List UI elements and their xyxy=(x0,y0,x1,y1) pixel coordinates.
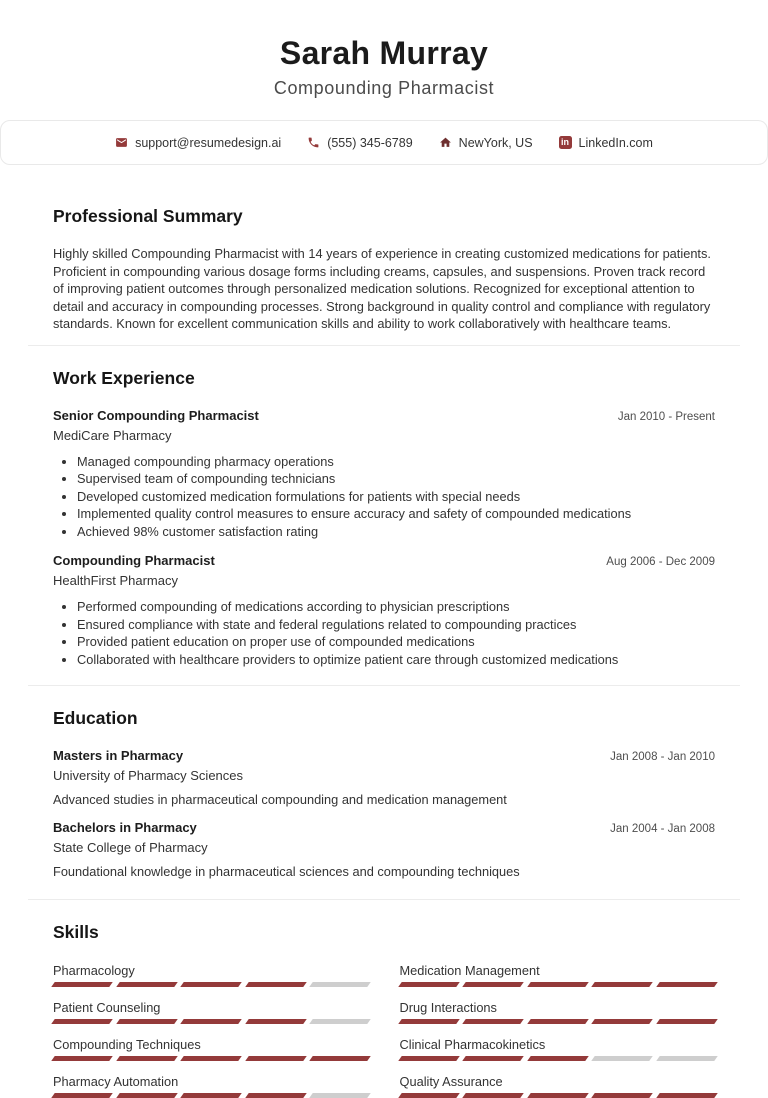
skill-level-bar xyxy=(53,1093,369,1098)
candidate-job-title: Compounding Pharmacist xyxy=(273,78,495,98)
skill-level-bar xyxy=(400,1019,716,1024)
skills-column-right xyxy=(400,963,716,1098)
skill-level-segment xyxy=(462,1056,523,1061)
section-divider xyxy=(28,899,740,900)
skill-level-segment xyxy=(398,1019,459,1024)
section-education xyxy=(0,708,768,880)
skill-level-segment xyxy=(180,1019,241,1024)
summary-text: Highly skilled Compounding Pharmacist with 14 years of experience in creating customized medications for patients. Proficient in compounding various dosage forms including creams, capsules, and suspensions. Proven track record of improving patient outcomes through personalized medication solutions. Recognized for exceptional attention to detail and accuracy in compounding processes. Strong background in quality control and compliance with regulatory standards. Known for excellent communication skills and ability to work collaboratively with healthcare teams. xyxy=(53,246,711,331)
skill-level-segment xyxy=(398,1093,459,1098)
job-position-title: Compounding Pharmacist xyxy=(53,553,215,568)
skills-grid xyxy=(53,963,715,1098)
skill-item xyxy=(400,1037,716,1061)
skill-name: Clinical Pharmacokinetics xyxy=(399,1037,546,1052)
skill-level-segment xyxy=(591,1056,652,1061)
skill-item xyxy=(53,963,369,987)
linkedin-icon: in xyxy=(559,136,572,149)
resume-header xyxy=(0,0,768,98)
education-entry xyxy=(53,820,715,880)
skill-level-segment xyxy=(51,982,112,987)
skill-level-segment xyxy=(656,982,717,987)
skill-level-segment xyxy=(245,982,306,987)
job-company: MediCare Pharmacy xyxy=(53,427,172,443)
skill-level-segment xyxy=(527,1056,588,1061)
contact-phone-text: (555) 345-6789 xyxy=(327,135,413,150)
skill-level-segment xyxy=(527,1093,588,1098)
skill-level-bar xyxy=(400,1093,716,1098)
skill-item xyxy=(53,1000,369,1024)
skill-level-segment xyxy=(527,1019,588,1024)
skill-level-bar xyxy=(400,1056,716,1061)
skill-level-bar xyxy=(53,1056,369,1061)
section-divider xyxy=(28,345,740,346)
education-entry xyxy=(53,748,715,808)
education-description: Foundational knowledge in pharmaceutical sciences and compounding techniques xyxy=(53,864,520,879)
section-skills xyxy=(0,922,768,1098)
email-icon xyxy=(115,136,128,149)
skill-item xyxy=(400,963,716,987)
section-work-experience xyxy=(0,368,768,669)
skill-level-segment xyxy=(180,1093,241,1098)
skill-level-segment xyxy=(656,1056,717,1061)
skill-level-segment xyxy=(656,1093,717,1098)
skill-level-segment xyxy=(656,1019,717,1024)
skill-level-segment xyxy=(309,1056,370,1061)
skill-level-segment xyxy=(462,982,523,987)
job-bullet-list xyxy=(53,598,715,668)
skill-level-segment xyxy=(116,982,177,987)
experience-entry-head xyxy=(53,408,715,424)
job-bullet: • Implemented quality control measures to ensure accuracy and safety of compounded medications xyxy=(77,505,715,523)
skill-name: Quality Assurance xyxy=(399,1074,503,1089)
candidate-name: Sarah Murray xyxy=(279,35,489,71)
skills-heading: Skills xyxy=(53,922,99,942)
contact-phone[interactable] xyxy=(307,136,412,150)
skill-item xyxy=(400,1074,716,1098)
skill-level-bar xyxy=(400,982,716,987)
skill-level-segment xyxy=(462,1093,523,1098)
skill-level-bar xyxy=(53,982,369,987)
skill-level-segment xyxy=(51,1056,112,1061)
job-bullet: • Achieved 98% customer satisfaction rating xyxy=(77,523,715,541)
education-entry-head xyxy=(53,748,715,764)
skill-level-segment xyxy=(591,1019,652,1024)
contact-location xyxy=(439,136,533,150)
skill-level-segment xyxy=(51,1093,112,1098)
skill-name: Pharmacology xyxy=(53,963,135,978)
skill-level-bar xyxy=(53,1019,369,1024)
job-bullet: • Provided patient education on proper use of compounded medications xyxy=(77,633,715,651)
skill-level-segment xyxy=(398,982,459,987)
job-bullet-list xyxy=(53,453,715,541)
skill-item xyxy=(53,1074,369,1098)
contact-linkedin[interactable] xyxy=(559,136,653,150)
skill-name: Patient Counseling xyxy=(53,1000,161,1015)
contact-linkedin-text: LinkedIn.com xyxy=(578,135,653,150)
job-company: HealthFirst Pharmacy xyxy=(53,573,178,588)
skill-level-segment xyxy=(180,1056,241,1061)
job-bullet: • Ensured compliance with state and federal regulations related to compounding practices xyxy=(77,616,715,634)
education-dates: Jan 2008 - Jan 2010 xyxy=(610,751,715,763)
job-bullet: • Supervised team of compounding technicians xyxy=(77,470,715,488)
skills-column-left xyxy=(53,963,369,1098)
skill-level-segment xyxy=(591,1093,652,1098)
job-dates: Aug 2006 - Dec 2009 xyxy=(606,556,715,568)
job-bullet: • Collaborated with healthcare providers to optimize patient care through customized medications xyxy=(77,651,715,669)
skill-level-segment xyxy=(462,1019,523,1024)
section-professional-summary xyxy=(0,206,768,333)
section-divider xyxy=(28,685,740,686)
skill-level-segment xyxy=(309,982,370,987)
job-dates: Jan 2010 - Present xyxy=(617,410,715,423)
skill-level-segment xyxy=(527,982,588,987)
experience-entry xyxy=(53,553,715,668)
contact-email[interactable] xyxy=(115,136,281,150)
skill-level-segment xyxy=(116,1019,177,1024)
experience-entry-head xyxy=(53,553,715,569)
experience-entry xyxy=(53,408,715,541)
education-description: Advanced studies in pharmaceutical compounding and medication management xyxy=(53,792,507,807)
job-position-title: Senior Compounding Pharmacist xyxy=(53,407,259,423)
skill-level-segment xyxy=(245,1093,306,1098)
skill-item xyxy=(400,1000,716,1024)
skill-level-segment xyxy=(116,1093,177,1098)
skill-level-segment xyxy=(309,1093,370,1098)
job-bullet: • Performed compounding of medications according to physician prescriptions xyxy=(77,598,715,616)
summary-heading: Professional Summary xyxy=(53,206,243,226)
school-name: State College of Pharmacy xyxy=(53,840,208,855)
home-icon xyxy=(439,136,452,149)
contact-bar xyxy=(0,120,768,165)
skill-level-segment xyxy=(51,1019,112,1024)
skill-name: Drug Interactions xyxy=(399,1000,497,1015)
skill-item xyxy=(53,1037,369,1061)
contact-location-text: NewYork, US xyxy=(458,135,533,150)
job-bullet: • Developed customized medication formulations for patients with special needs xyxy=(77,488,715,506)
education-entry-head xyxy=(53,820,715,836)
skill-level-segment xyxy=(398,1056,459,1061)
skill-level-segment xyxy=(116,1056,177,1061)
skill-name: Medication Management xyxy=(399,963,540,978)
degree-title: Masters in Pharmacy xyxy=(53,748,184,763)
degree-title: Bachelors in Pharmacy xyxy=(53,820,197,835)
skill-level-segment xyxy=(309,1019,370,1024)
education-heading: Education xyxy=(53,708,138,728)
education-dates: Jan 2004 - Jan 2008 xyxy=(610,823,715,835)
contact-email-text: support@resumedesign.ai xyxy=(135,135,282,150)
phone-icon xyxy=(307,136,320,149)
job-bullet: • Managed compounding pharmacy operations xyxy=(77,453,715,471)
skill-level-segment xyxy=(591,982,652,987)
skill-level-segment xyxy=(180,982,241,987)
skill-name: Compounding Techniques xyxy=(53,1037,201,1052)
experience-heading: Work Experience xyxy=(53,367,195,388)
skill-level-segment xyxy=(245,1056,306,1061)
school-name: University of Pharmacy Sciences xyxy=(53,768,244,783)
skill-name: Pharmacy Automation xyxy=(53,1074,179,1089)
skill-level-segment xyxy=(245,1019,306,1024)
